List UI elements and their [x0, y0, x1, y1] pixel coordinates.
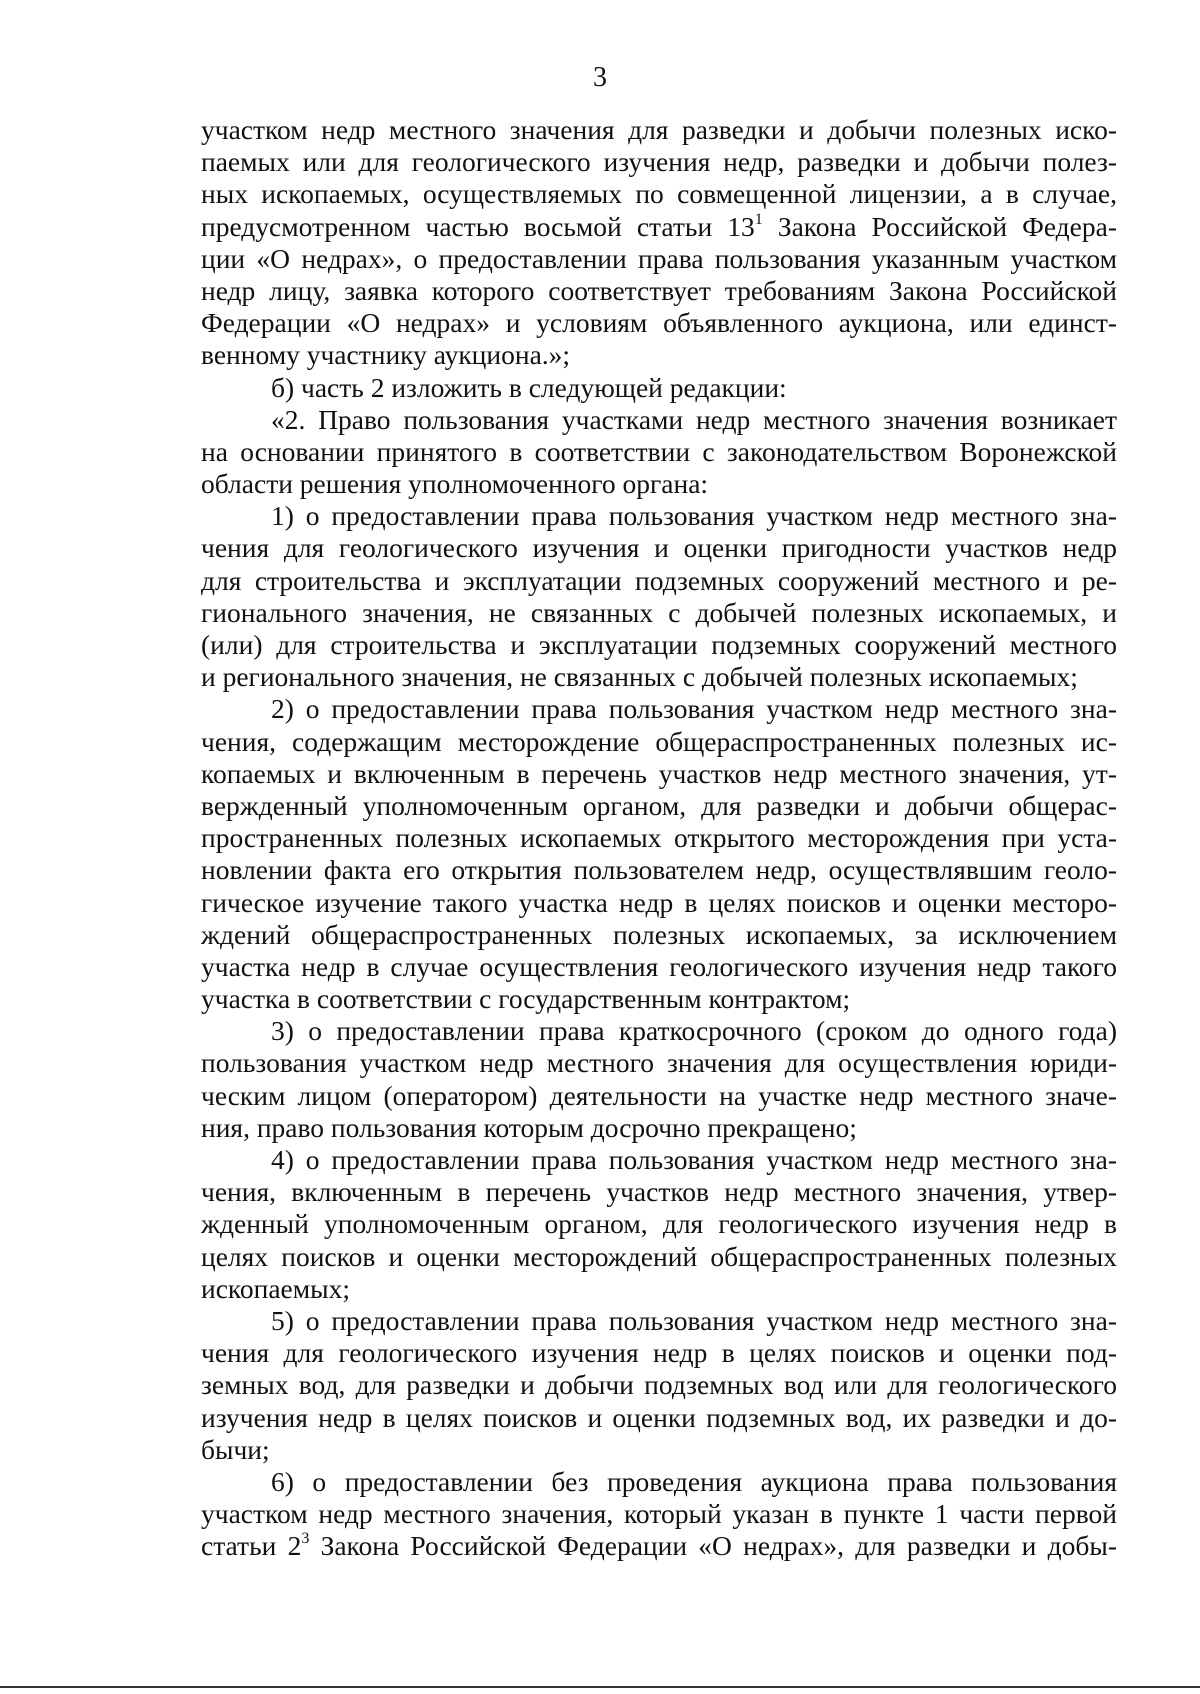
- text-line: Федерации «О недрах» и условиям объявленного аукциона, или единст-: [201, 307, 1117, 339]
- text-line: недр лицу, заявка которого соответствует требованиям Закона Российской: [201, 274, 1117, 306]
- text-line: чения, содержащим месторождение общераспространенных полезных ис-: [201, 725, 1117, 757]
- document-body: [201, 114, 1117, 1562]
- text-line: участка в соответствии с государственным контрактом;: [201, 983, 851, 1015]
- text-line: 1) о предоставлении права пользования участком недр местного зна-: [271, 500, 1117, 532]
- text-line: венному участнику аукциона.»;: [201, 339, 571, 371]
- page-number: 3: [593, 62, 607, 93]
- text-line: вержденный уполномоченным органом, для разведки и добычи общерас-: [201, 789, 1117, 821]
- superscript: 3: [301, 1530, 310, 1548]
- text-line: ных ископаемых, осуществляемых по совмещенной лицензии, а в случае,: [201, 178, 1117, 210]
- text-line: гионального значения, не связанных с добычей полезных ископаемых, и: [201, 596, 1117, 628]
- text-line: бычи;: [201, 1433, 270, 1465]
- text-line: ческим лицом (оператором) деятельности на участке недр местного значе-: [201, 1079, 1117, 1111]
- text-line: «2. Право пользования участками недр местного значения возникает: [271, 403, 1117, 435]
- text-line: земных вод, для разведки и добычи подземных вод или для геологического: [201, 1369, 1117, 1401]
- text-line: [201, 211, 1117, 243]
- text-line: 2) о предоставлении права пользования участком недр местного зна-: [271, 693, 1117, 725]
- page-bottom-rule: [0, 1686, 1200, 1688]
- text-line: 6) о предоставлении без проведения аукциона права пользования: [271, 1465, 1117, 1497]
- text-line: чения, включенным в перечень участков недр местного значения, утвер-: [201, 1176, 1117, 1208]
- text-line: копаемых и включенным в перечень участков недр местного значения, ут-: [201, 757, 1117, 789]
- text-line: новлении факта его открытия пользователем недр, осуществлявшим геоло-: [201, 854, 1117, 886]
- text-line: ждений общераспространенных полезных ископаемых, за исключением: [201, 918, 1117, 950]
- text-line: 5) о предоставлении права пользования участком недр местного зна-: [271, 1304, 1117, 1336]
- text-segment: Закона Российской Федерации «О недрах», для разведки и добы-: [309, 1530, 1117, 1562]
- text-line: паемых или для геологического изучения недр, разведки и добычи полез-: [201, 146, 1117, 178]
- text-line: целях поисков и оценки месторождений общераспространенных полезных: [201, 1240, 1117, 1272]
- superscript: 1: [754, 210, 763, 228]
- text-line: (или) для строительства и эксплуатации подземных сооружений местного: [201, 629, 1117, 660]
- text-line: пространенных полезных ископаемых открытого месторождения при уста-: [201, 822, 1117, 854]
- text-line: для строительства и эксплуатации подземных сооружений местного и ре-: [201, 564, 1117, 596]
- text-line: 3) о предоставлении права краткосрочного (сроком до одного года): [271, 1015, 1117, 1047]
- text-segment: предусмотренном частью восьмой статьи 13: [201, 210, 755, 242]
- text-line: ния, право пользования которым досрочно прекращено;: [201, 1111, 857, 1143]
- text-line: гическое изучение такого участка недр в целях поисков и оценки месторо-: [201, 886, 1117, 918]
- text-segment: Закона Российской Федера-: [762, 210, 1117, 242]
- text-line: чения для геологического изучения недр в целях поисков и оценки под-: [201, 1337, 1117, 1369]
- text-line: ции «О недрах», о предоставлении права пользования указанным участком: [201, 242, 1117, 274]
- text-line: чения для геологического изучения и оценки пригодности участков недр: [201, 532, 1117, 564]
- text-line: [201, 1530, 1117, 1562]
- text-line: пользования участком недр местного значения для осуществления юриди-: [201, 1047, 1117, 1079]
- text-line: участком недр местного значения для разведки и добычи полезных иско-: [201, 114, 1117, 145]
- text-line: изучения недр в целях поисков и оценки подземных вод, их разведки и до-: [201, 1401, 1117, 1433]
- text-line: участком недр местного значения, который указан в пункте 1 части первой: [201, 1498, 1117, 1530]
- text-line: области решения уполномоченного органа:: [201, 468, 709, 500]
- text-line: и регионального значения, не связанных с добычей полезных ископаемых;: [201, 661, 1078, 693]
- text-line: жденный уполномоченным органом, для геологического изучения недр в: [201, 1208, 1117, 1240]
- text-line: 4) о предоставлении права пользования участком недр местного зна-: [271, 1144, 1117, 1175]
- text-segment: статьи 2: [201, 1530, 302, 1562]
- text-line: участка недр в случае осуществления геологического изучения недр такого: [201, 950, 1117, 982]
- text-line: на основании принятого в соответствии с законодательством Воронежской: [201, 435, 1117, 467]
- text-line: б) часть 2 изложить в следующей редакции:: [271, 371, 787, 403]
- text-line: ископаемых;: [201, 1272, 351, 1304]
